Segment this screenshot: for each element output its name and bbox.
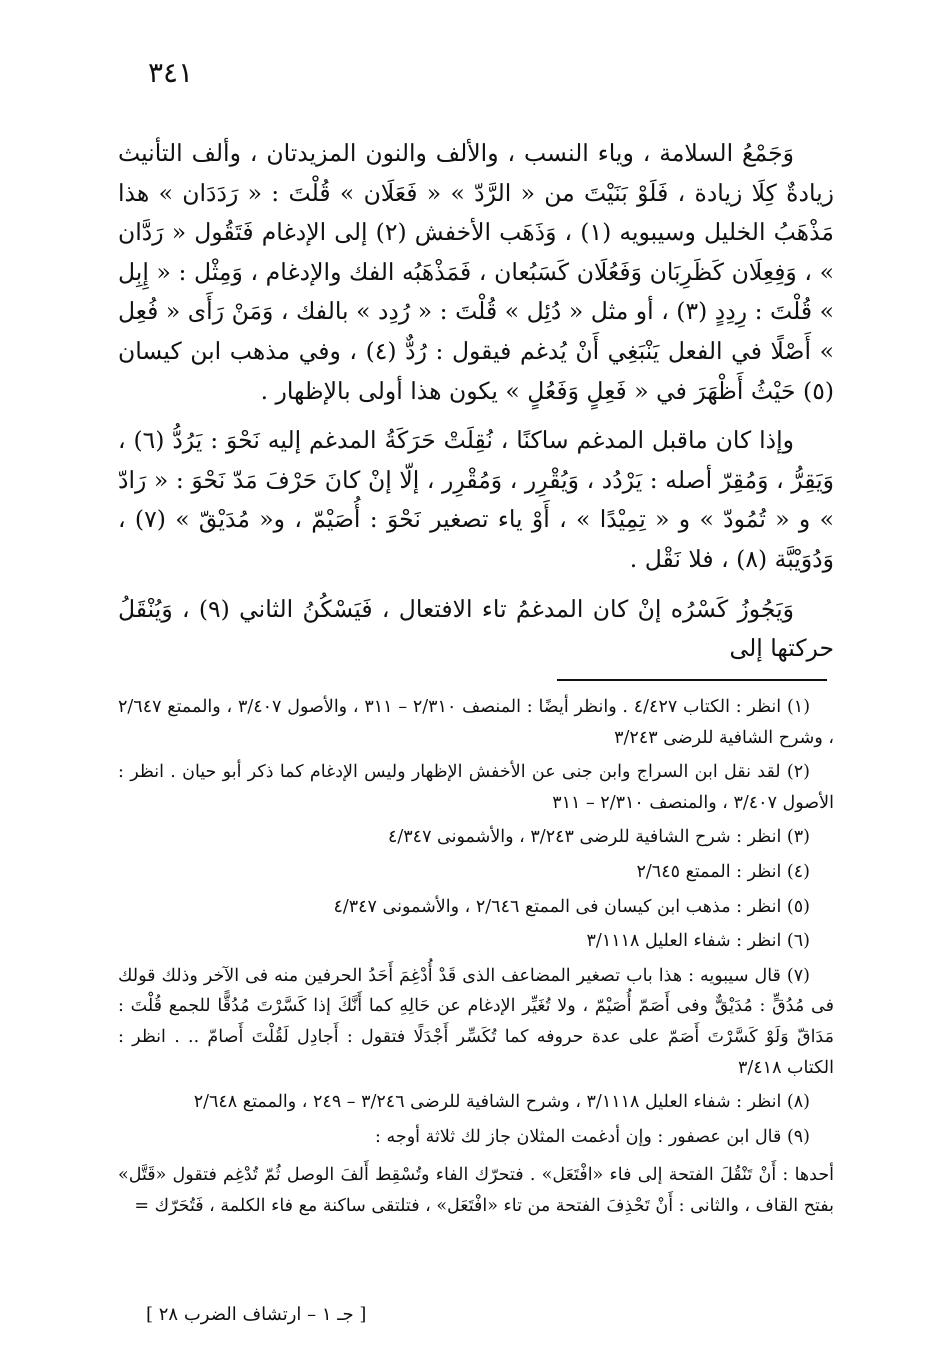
footnote-continuation: أحدها : أَنْ تَنْقُلَ الفتحة إلى فاء «افْتَعَل» . فتحرّك الفاء وتُسْقِط أَلفَ الوصل ثُمّ تُدْغِم فتقول «قَتَّل» بفتح القاف ، والثانى : أَنْ تَحْذِفَ الفتحة من تاء «افْتَعَل» ، فتلتقى ساكنة مع فاء الكلمة ، فَتُحَرّك = (118, 1165, 835, 1216)
footnote: (١) انظر : الكتاب ٤/٤٢٧ . وانظر أيضًا : المنصف ٢/٣١٠ – ٣١١ ، والأصول ٣/٤٠٧ ، والممتع ٢/٦٤٧ ، وشرح الشافية للرضى ٣/٢٤٣ (118, 697, 834, 748)
footnote-separator (557, 679, 827, 681)
footnote: (٧) قال سيبويه : هذا باب تصغير المضاعف الذى قَدْ أُدْغِمَ أَحَدُ الحرفين منه فى الآخر وذلك قولك فى مُدُقٍّ : مُدَيْقٌّ وفى أَصَمّ أُصَيْمّ ، ولا تُغَيِّر الإدغام عن حَالِهِ كما أَنَّكَ إذا كَسَّرْتَ مُدُقًّا للجمع قُلْتَ : مَدَاقّ وَلَوْ كَسَّرْتَ أَصَمّ على عدة حروفه كما تُكَسِّر أَجْدَلًا فتقول : أَجادِل لَقُلْتَ أَصامّ .. . انظر : الكتاب ٣/٤١٨ (118, 965, 834, 1078)
paragraph: وإذا كان ماقبل المدغم ساكنًا ، نُقِلَتْ حَرَكَةُ المدغم إليه نَحْوَ : يَرُدُّ (٦) ، وَيَقِرُّ ، وَمُقِرّ أصله : يَرْدُد ، وَيُقْرِر ، وَمُقْرِر ، إلّا إنْ كانَ حَرْفَ مَدّ نَحْوَ : « رَادّ » و « تُمُودّ » و « تِمِيْدًا » ، أَوْ ياء تصغير نَحْوَ : أُصَيْمّ ، و« مُدَيْقّ » (٧) ، وَدُوَيْبَّة (٨) ، فلا نَقْل . (118, 426, 834, 573)
footnote: (٥) انظر : مذهب ابن كيسان فى الممتع ٢/٦٤٦ ، والأشمونى ٤/٣٤٧ (333, 896, 810, 917)
main-text (118, 134, 834, 669)
footnote: (٩) قال ابن عصفور : وإن أدغمت المثلان جاز لك ثلاثة أوجه : (375, 1126, 810, 1147)
footnote: (٦) انظر : شفاء العليل ٣/١١١٨ (586, 931, 810, 952)
footnotes (118, 692, 834, 1226)
footnote: (٢) لقد نقل ابن السراج وابن جنى عن الأخفش الإظهار وليس الإدغام كما ذكر أبو حيان . انظر : الأصول ٣/٤٠٧ ، والمنصف ٢/٣١٠ – ٣١١ (118, 762, 834, 813)
paragraph: وَجَمْعُ السلامة ، وياء النسب ، والألف والنون المزيدتان ، وألف التأنيث زيادةٌ كِلَا زيادة ، فَلَوْ بَنَيْتَ من « الرَّدّ » « فَعَلَان » قُلْتَ : « رَدَدَان » هذا مَذْهَبُ الخليل وسيبويه (١) ، وَذَهَب الأخفش (٢) إلى الإدغام فَتَقُول « رَدَّان » ، وَفِعِلَان كَظَرِبَان وَفَعُلَان كَسَبُعان ، فَمَذْهَبُه الفك والإدغام ، وَمِثْل : « إِبِل » قُلْتَ : رِدِدٍ (٣) ، أو مثل « دُئِل » قُلْتَ : « رُدِد » بالفك ، وَمَنْ رَأَى « فُعِل » أَصْلًا في الفعل يَنْبَغِي أَنْ يُدغم فيقول : رُدٌّ (٤) ، وفي مذهب ابن كيسان (٥) حَيْثُ أَظْهَرَ في « فَعِلٍ وَفَعُلٍ » يكون هذا أولى بالإظهار . (118, 139, 834, 405)
page-number: ٣٤١ (148, 56, 194, 89)
paragraph: وَيَجُوزُ كَسْرُه إنْ كان المدغمُ تاء الافتعال ، فَيَسْكُنُ الثاني (٩) ، وَيُنْقَلُ حركتها إلى (118, 594, 834, 663)
page-footer: [ جـ ١ – ارتشاف الضرب ٢٨ ] (146, 1304, 367, 1325)
footnote: (٨) انظر : شفاء العليل ٣/١١١٨ ، وشرح الشافية للرضى ٣/٢٤٦ – ٢٤٩ ، والممتع ٢/٦٤٨ (193, 1092, 810, 1113)
footnote: (٤) انظر : الممتع ٢/٦٤٥ (636, 861, 810, 882)
footnote: (٣) انظر : شرح الشافية للرضى ٣/٢٤٣ ، والأشمونى ٤/٣٤٧ (387, 827, 810, 848)
